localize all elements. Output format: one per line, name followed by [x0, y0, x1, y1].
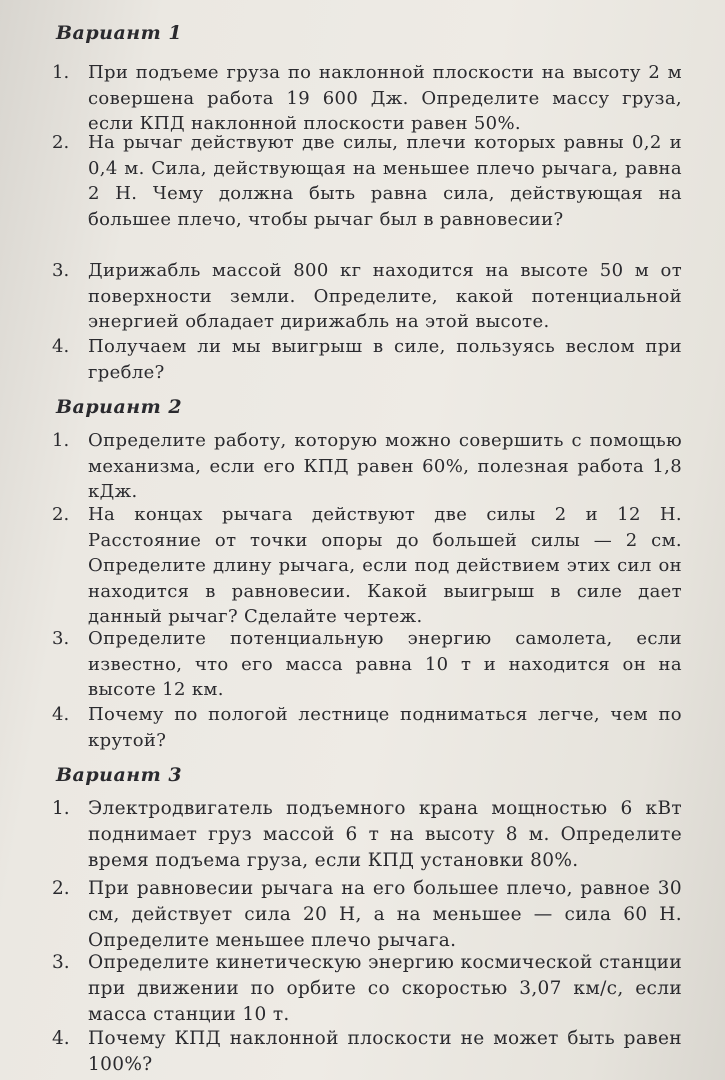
task-number: 2. [52, 504, 70, 525]
task-text: Дирижабль массой 800 кг находится на высоте 50 м от поверхности земли. Определите, какой потенциальной энергией обладает дирижабль на этой высоте. [88, 260, 682, 332]
task-text: Электродвигатель подъемного крана мощностью 6 кВт поднимает груз массой 6 т на высоту 8 м. Определите время подъема груза, если КПД установки 80%. [88, 798, 682, 871]
task-number: 1. [52, 62, 70, 83]
task-number: 3. [52, 260, 70, 281]
variant-2-task-2 [52, 502, 682, 630]
task-text: Определите работу, которую можно совершить с помощью механизма, если его КПД равен 60%, полезная работа 1,8 кДж. [88, 430, 682, 502]
task-text: При равновесии рычага на его большее плечо, равное 30 см, действует сила 20 Н, а на меньшее — сила 60 Н. Определите меньшее плечо рычага. [88, 878, 682, 951]
task-text: Почему по пологой лестнице подниматься легче, чем по крутой? [88, 704, 682, 751]
task-number: 4. [52, 704, 70, 725]
task-text: На рычаг действуют две силы, плечи которых равны 0,2 и 0,4 м. Сила, действующая на меньшее плечо рычага, равна 2 Н. Чему должна быть равна сила, действующая на большее плечо, чтобы рычаг был в равновесии? [88, 132, 682, 230]
task-text: Получаем ли мы выигрыш в силе, пользуясь веслом при гребле? [88, 336, 682, 383]
task-number: 3. [52, 628, 70, 649]
task-text: Определите потенциальную энергию самолета, если известно, что его масса равна 10 т и находится он на высоте 12 км. [88, 628, 682, 700]
task-number: 2. [52, 878, 70, 899]
task-number: 4. [52, 1028, 70, 1049]
variant-1-task-2 [52, 130, 682, 232]
task-text: На концах рычага действуют две силы 2 и 12 Н. Расстояние от точки опоры до большей силы — 2 см. Определите длину рычага, если под действием этих сил он находится в равновесии. Какой выигрыш в силе дает данный рычаг? Сделайте чертеж. [88, 504, 682, 627]
variant-3-task-3 [52, 950, 682, 1028]
variant-2-task-4 [52, 702, 682, 753]
task-number: 3. [52, 952, 70, 973]
task-number: 1. [52, 430, 70, 451]
variant-1-title: Вариант 1 [56, 22, 183, 44]
variant-3-title: Вариант 3 [56, 764, 183, 786]
task-number: 2. [52, 132, 70, 153]
variant-3-task-1 [52, 796, 682, 874]
variant-3-task-4 [52, 1026, 682, 1078]
task-text: Почему КПД наклонной плоскости не может быть равен 100%? [88, 1028, 682, 1075]
variant-1-task-3 [52, 258, 682, 335]
variant-2-task-3 [52, 626, 682, 703]
task-number: 1. [52, 798, 70, 819]
variant-3-task-2 [52, 876, 682, 954]
task-text: При подъеме груза по наклонной плоскости на высоту 2 м совершена работа 19 600 Дж. Определите массу груза, если КПД наклонной плоскости равен 50%. [88, 62, 682, 134]
task-text: Определите кинетическую энергию космической станции при движении по орбите со скоростью 3,07 км/с, если масса станции 10 т. [88, 952, 682, 1025]
task-number: 4. [52, 336, 70, 357]
variant-1-task-1 [52, 60, 682, 137]
variant-2-task-1 [52, 428, 682, 505]
variant-1-task-4 [52, 334, 682, 385]
variant-2-title: Вариант 2 [56, 396, 183, 418]
